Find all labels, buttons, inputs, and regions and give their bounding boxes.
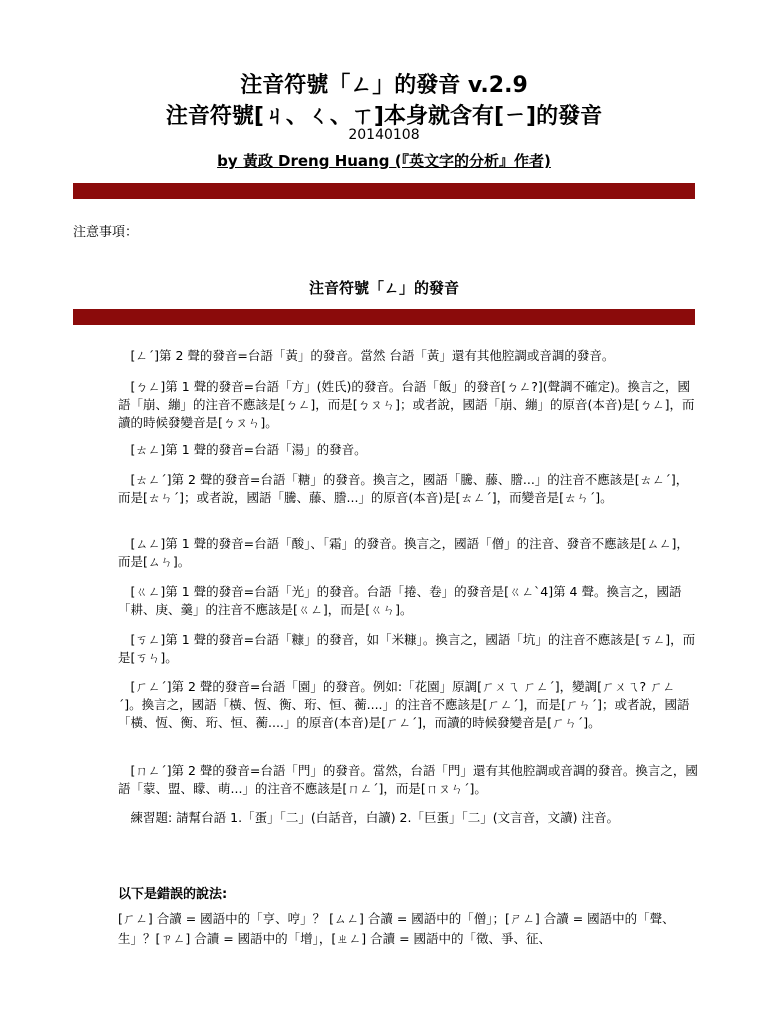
section-divider-bar [73, 309, 695, 325]
document-title-line2: 注音符號[ㄐ、ㄑ、ㄒ]本身就含有[ㄧ]的發音 [165, 104, 603, 129]
section-title: 注音符號「ㄥ」的發音 [308, 279, 459, 297]
paragraph-8: [ㄏㄥˊ]第 2 聲的發音=台語「園」的發音。例如:「花園」原調[ㄏㄨㄟ ㄏㄥˊ]，變調[ㄏㄨㄟ? ㄏㄥˊ]。換言之，國語「橫、恆、衡、珩、恒、蘅....」的注音不應該是[ㄏㄥˊ]，而是[ㄏㄣˊ]；或者說，國語「橫、恆、衡、珩、恒、蘅....」的原音(本音)是[ㄏㄥˊ]，而讀的時候發變音是[ㄏㄣˊ]。 [118, 679, 690, 730]
author-byline: by 黃政 Dreng Huang (『英文字的分析』作者) [217, 152, 551, 170]
paragraph-1: [ㄥˊ]第 2 聲的發音=台語「黃」的發音。當然 台語「黃」還有其他腔調或音調的發音。 [118, 348, 615, 363]
wrong-statements-text: [ㄏㄥ] 合讀 = 國語中的「亨、哼」？ [ㄙㄥ] 合讀 = 國語中的「僧」；[ㄕㄥ] 合讀 = 國語中的「聲、生」？[ㄗㄥ] 合讀 = 國語中的「增」，[ㄓㄥ] 合讀 = 國語中的「徵、爭、征、 [118, 911, 675, 946]
paragraph-4: [ㄊㄥˊ]第 2 聲的發音=台語「糖」的發音。換言之，國語「騰、藤、謄...」的注音不應該是[ㄊㄥˊ]，而是[ㄊㄣˊ]；或者說，國語「騰、藤、謄...」的原音(本音)是[ㄊㄥˊ]，而變音是[ㄊㄣˊ]。 [118, 472, 689, 505]
document-date: 20140108 [348, 127, 420, 143]
paragraph-9: [ㄇㄥˊ]第 2 聲的發音=台語「門」的發音。當然，台語「門」還有其他腔調或音調的發音。換言之，國語「蒙、盟、矇、萌...」的注音不應該是[ㄇㄥˊ]，而是[ㄇㄡㄣˊ]。 [118, 763, 698, 796]
paragraph-3: [ㄊㄥ]第 1 聲的發音=台語「湯」的發音。 [118, 442, 367, 457]
paragraph-2: [ㄅㄥ]第 1 聲的發音=台語「方」(姓氏)的發音。台語「飯」的發音[ㄅㄥ?](聲調不確定)。換言之，國語「崩、繃」的注音不應該是[ㄅㄥ]，而是[ㄅㄡㄣ]；或者說，國語「崩、繃」的原音(本音)是[ㄅㄥ]，而讀的時候發變音是[ㄅㄡㄣ]。 [118, 379, 695, 430]
paragraph-7: [ㄎㄥ]第 1 聲的發音=台語「糠」的發音，如「米糠」。換言之，國語「坑」的注音不應該是[ㄎㄥ]，而是[ㄎㄣ]。 [118, 632, 696, 665]
paragraph-5: [ㄙㄥ]第 1 聲的發音=台語「酸」、「霜」的發音。換言之，國語「僧」的注音、發音不應該是[ㄙㄥ]，而是[ㄙㄣ]。 [118, 536, 689, 569]
paragraph-6: [ㄍㄥ]第 1 聲的發音=台語「光」的發音。台語「捲、卷」的發音是[ㄍㄥˋ4]第 4 聲。換言之，國語「耕、庚、羹」的注音不應該是[ㄍㄥ]，而是[ㄍㄣ]。 [118, 584, 682, 617]
wrong-statements-heading: 以下是錯誤的說法: [118, 887, 228, 902]
document-title-line1: 注音符號「ㄥ」的發音 v.2.9 [240, 73, 528, 98]
exercise-paragraph: 練習題: 請幫台語 1.「蛋」「二」(白話音，白讀) 2.「巨蛋」「二」(文言音，文讀) 注音。 [118, 810, 619, 825]
top-divider-bar [73, 183, 695, 199]
notes-label: 注意事項： [73, 225, 139, 240]
